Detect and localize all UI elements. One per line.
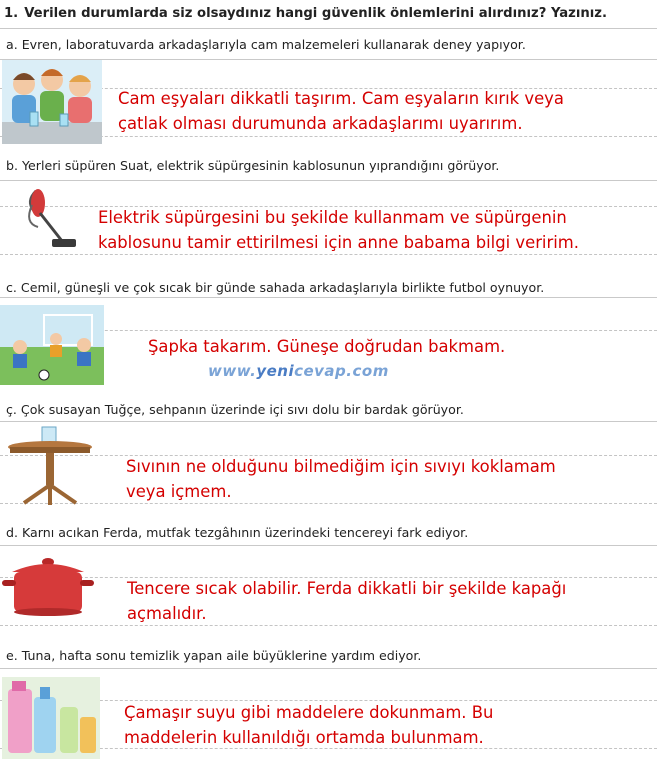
cooking-pot-icon [0, 552, 98, 618]
answer-line: Elektrik süpürgesini bu şekilde kullanmam ve süpürgenin [98, 208, 567, 227]
watermark-suffix: .com [346, 362, 389, 380]
rule-line [0, 421, 657, 422]
question-text: Verilen durumlarda siz olsaydınız hangi güvenlik önlemlerini alırdınız? Yazınız. [24, 6, 607, 21]
scenario-d: d. Karnı acıkan Ferda, mutfak tezgâhının üzerindeki tencereyi fark ediyor. [6, 525, 469, 540]
scenario-a: a. Evren, laboratuvarda arkadaşlarıyla cam malzemeleri kullanarak deney yapıyor. [6, 37, 526, 52]
answer-line: Şapka takarım. Güneşe doğrudan bakmam. [148, 337, 506, 356]
scenario-cedilla: ç. Çok susayan Tuğçe, sehpanın üzerinde içi sıvı dolu bir bardak görüyor. [6, 402, 464, 417]
watermark-prefix: www. [208, 362, 257, 380]
answer-c [148, 334, 505, 359]
answer-line: Sıvının ne olduğunu bilmediğim için sıvıyı koklamam [126, 457, 556, 476]
answer-line: Çamaşır suyu gibi maddelere dokunmam. Bu [124, 703, 494, 722]
answer-line: veya içmem. [126, 482, 232, 501]
watermark-highlight: yeni [256, 362, 295, 380]
rule-line [0, 668, 657, 669]
rule-line [0, 180, 657, 181]
answer-line: kablosunu tamir ettirilmesi için anne babama bilgi veririm. [98, 233, 579, 252]
cleaning-supplies-icon [2, 677, 100, 759]
answer-a [118, 86, 564, 136]
answer-line: Tencere sıcak olabilir. Ferda dikkatli bir şekilde kapağı [127, 579, 567, 598]
scenario-b: b. Yerleri süpüren Suat, elektrik süpürgesinin kablosunun yıprandığını görüyor. [6, 158, 500, 173]
watermark-middle: cevap [294, 362, 347, 380]
children-lab-icon [2, 60, 102, 144]
answer-line: Cam eşyaları dikkatli taşırım. Cam eşyaların kırık veya [118, 89, 564, 108]
table-glass-icon [4, 425, 98, 509]
answer-e [124, 700, 493, 750]
answer-d [127, 576, 566, 626]
question-header [4, 6, 607, 21]
scenario-e: e. Tuna, hafta sonu temizlik yapan aile büyüklerine yardım ediyor. [6, 648, 422, 663]
rule-line [0, 545, 657, 546]
answer-line: çatlak olması durumunda arkadaşlarımı uyarırım. [118, 114, 523, 133]
answer-line: açmalıdır. [127, 604, 207, 623]
football-field-icon [0, 305, 104, 385]
answer-cedilla [126, 454, 556, 504]
answer-b [98, 205, 579, 255]
watermark [208, 362, 389, 380]
rule-line [0, 297, 657, 298]
question-number: 1. [4, 6, 19, 21]
vacuum-cleaner-icon [22, 183, 84, 255]
rule-line [0, 28, 657, 29]
scenario-c: c. Cemil, güneşli ve çok sıcak bir günde sahada arkadaşlarıyla birlikte futbol oynuyor. [6, 280, 545, 295]
answer-line: maddelerin kullanıldığı ortamda bulunmam. [124, 728, 484, 747]
